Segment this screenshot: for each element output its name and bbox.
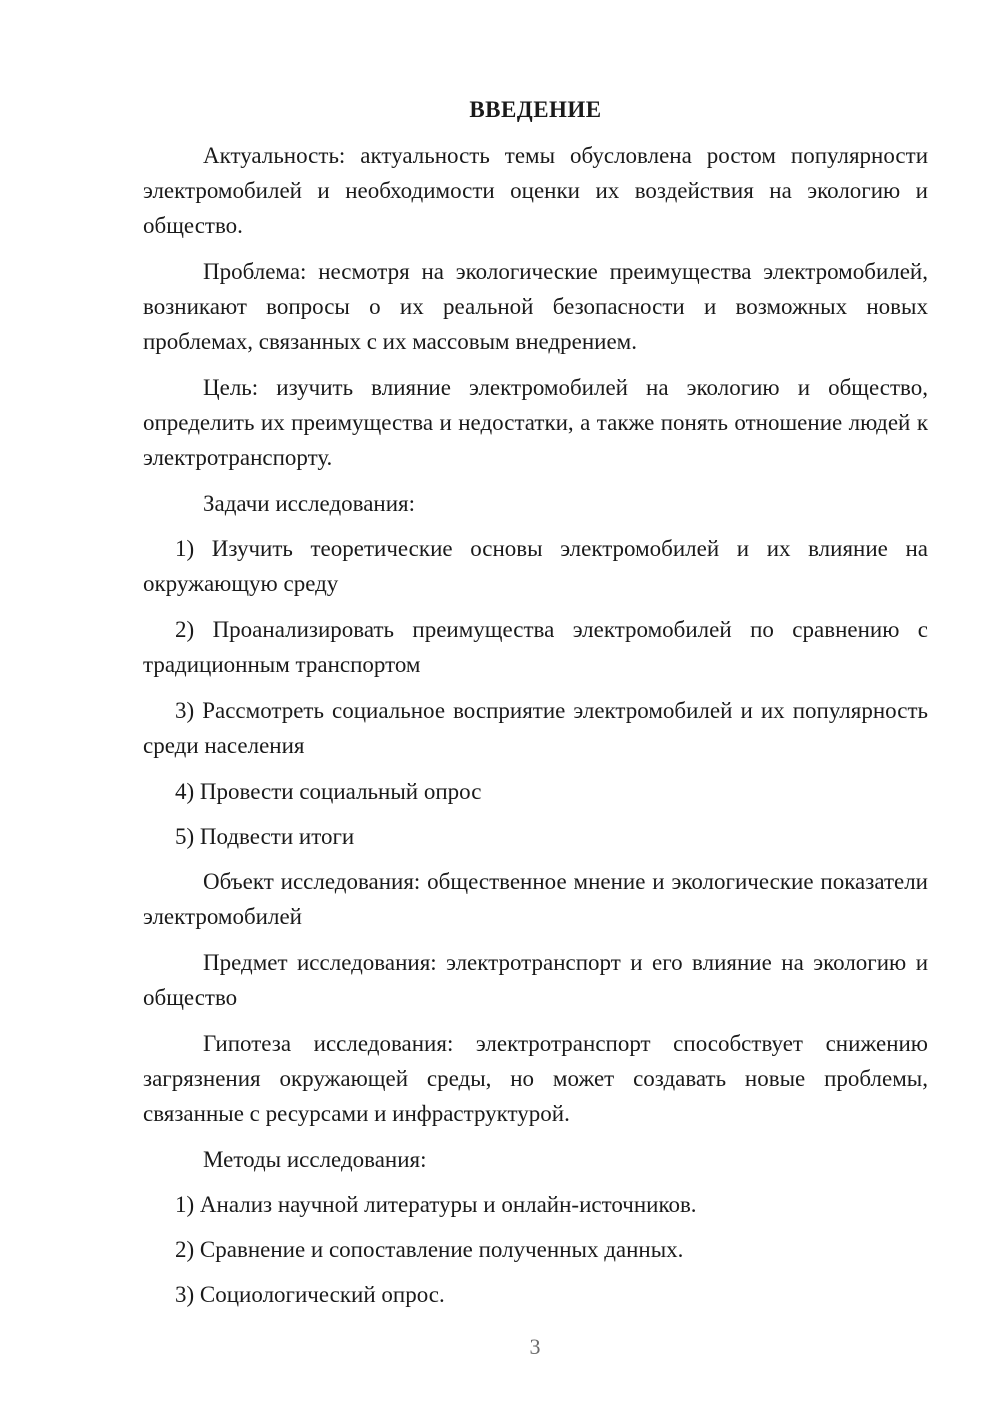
task-item-2: 2) Проанализировать преимущества электромобилей по сравнению с традиционным транспортом	[143, 617, 928, 677]
paragraph-object: Объект исследования: общественное мнение и экологические показатели электромобилей	[143, 869, 928, 929]
paragraph-problem: Проблема: несмотря на экологические преимущества электромобилей, возникают вопросы о их реальной безопасности и возможных новых проблемах, связанных с их массовым внедрением.	[143, 259, 928, 354]
task-item-5: 5) Подвести итоги	[175, 824, 355, 849]
methods-heading: Методы исследования:	[203, 1147, 427, 1172]
document-body	[143, 92, 928, 1322]
method-item-3: 3) Социологический опрос.	[175, 1282, 445, 1307]
paragraph-subject: Предмет исследования: электротранспорт и его влияние на экологию и общество	[143, 950, 928, 1010]
task-item-4: 4) Провести социальный опрос	[175, 779, 482, 804]
task-item-3: 3) Рассмотреть социальное восприятие электромобилей и их популярность среди населения	[143, 698, 928, 758]
paragraph-goal: Цель: изучить влияние электромобилей на экологию и общество, определить их преимущества и недостатки, а также понять отношение людей к электротранспорту.	[143, 375, 928, 470]
paragraph-relevance: Актуальность: актуальность темы обусловлена ростом популярности электромобилей и необходимости оценки их воздействия на экологию и общество.	[143, 143, 928, 238]
tasks-heading: Задачи исследования:	[203, 491, 416, 516]
page-number: 3	[529, 1334, 541, 1359]
paragraph-hypothesis: Гипотеза исследования: электротранспорт способствует снижению загрязнения окружающей среды, но может создавать новые проблемы, связанные с ресурсами и инфраструктурой.	[143, 1031, 928, 1126]
task-item-1: 1) Изучить теоретические основы электромобилей и их влияние на окружающую среду	[143, 536, 928, 596]
section-title: ВВЕДЕНИЕ	[469, 97, 602, 122]
method-item-2: 2) Сравнение и сопоставление полученных данных.	[175, 1237, 684, 1262]
method-item-1: 1) Анализ научной литературы и онлайн-источников.	[175, 1192, 697, 1217]
